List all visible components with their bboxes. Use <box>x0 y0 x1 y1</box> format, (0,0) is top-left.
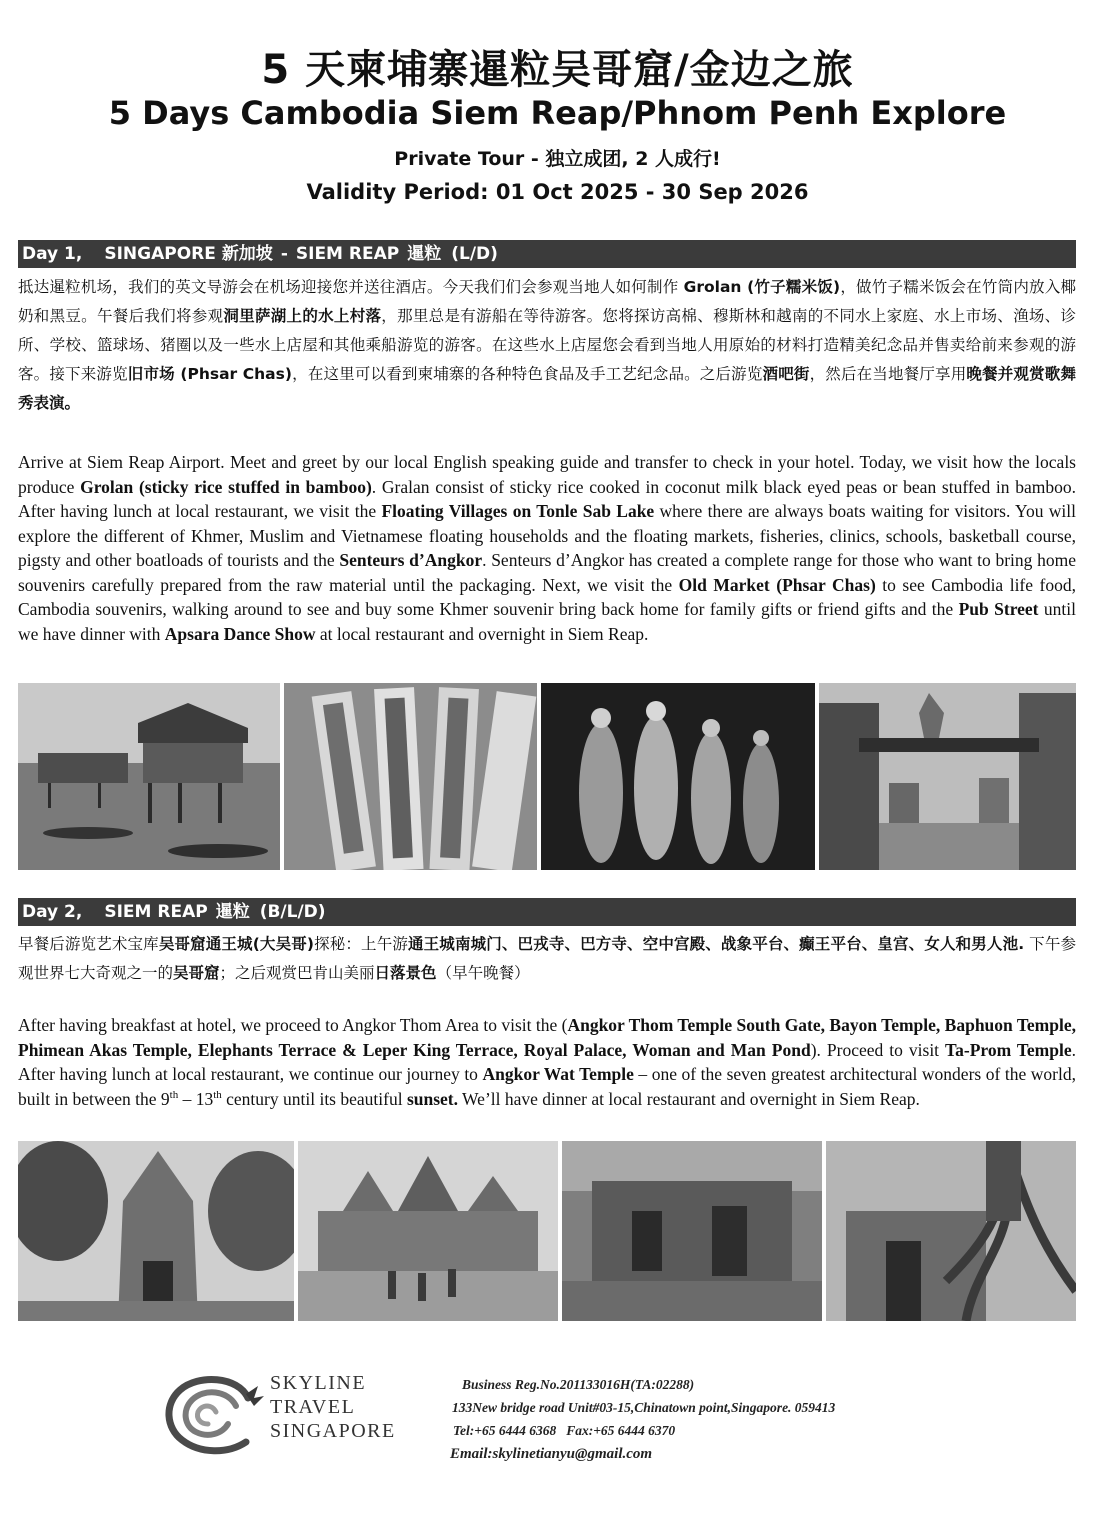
day2-en-highlight: Ta-Prom Temple <box>945 1039 1072 1060</box>
day1-en-highlight: Senteurs d’Angkor <box>339 550 483 570</box>
day1-zh-highlight: 酒吧街 <box>762 365 810 383</box>
day2-header-bar <box>18 898 1076 926</box>
day1-english-description <box>18 450 1076 646</box>
day2-en-text: – 13 <box>178 1088 214 1109</box>
contact-numbers <box>453 1423 675 1439</box>
day2-en-highlight: Angkor Thom Temple South Gate, Bayon Temple, Baphuon Temple, Phimean Akas Temple, Elephants Terrace & Leper King Terrace, Royal Palace, Woman and Man Pond <box>18 1015 1076 1060</box>
day2-zh-highlight: 吴哥窟 <box>173 964 220 982</box>
business-address: 133New bridge road Unit#03-15,Chinatown point,Singapore. 059413 <box>452 1400 836 1415</box>
day1-zh-text: ，做竹子糯米饭会在竹筒内放入椰奶和黑豆。午餐后我们将参观 <box>18 278 1076 325</box>
day1-zh-highlight: 晚餐并观赏歌舞秀表演。 <box>18 365 1076 412</box>
pub-street-photo <box>819 683 1076 870</box>
day2-en-text: After having breakfast at hotel, we proceed to Angkor Thom Area to visit the ( <box>18 1015 568 1035</box>
day1-en-text: at local restaurant and overnight in Siem Reap. <box>315 623 649 644</box>
day2-en-text: . After having lunch at local restaurant, we continue our journey to <box>18 1039 1076 1084</box>
day2-to-en: SIEM REAP <box>104 902 208 922</box>
day2-meals: (B/L/D) <box>259 902 326 922</box>
day1-zh-text: ，然后在当地餐厅享用 <box>809 365 967 383</box>
day1-meals: (L/D) <box>451 244 498 264</box>
business-registration: Business Reg.No.201133016H(TA:02288) <box>462 1377 695 1392</box>
day2-zh-highlight: 吴哥窟通王城(大吴哥) <box>158 935 314 953</box>
dragon-swirl-logo <box>158 1368 268 1460</box>
fax-number: Fax:+65 6444 6370 <box>566 1423 676 1438</box>
bamboo-sticky-rice-photo <box>284 683 537 870</box>
day1-en-highlight: Apsara Dance Show <box>164 623 316 644</box>
floating-village-photo <box>18 683 280 870</box>
day1-from-en: SINGAPORE <box>104 244 216 264</box>
bayon-temple-photo <box>298 1141 558 1321</box>
logo-text-singapore: SINGAPORE <box>270 1420 396 1442</box>
day1-zh-highlight: 旧市场 (Phsar Chas) <box>127 365 292 383</box>
day1-en-text: . Senteurs d’Angkor has created a complete range for those who want to bring home souvenirs carefully prepared from the raw material until the packaging. Next, we visit the <box>18 550 1076 595</box>
ta-prohm-ruins-photo <box>562 1141 822 1321</box>
email-address[interactable]: Email:skylinetianyu@gmail.com <box>450 1446 653 1462</box>
day2-to-zh: 暹粒 <box>215 902 250 922</box>
day2-zh-text: （早午晚餐） <box>436 964 530 982</box>
page-title-chinese: 5 天柬埔寨暹粒吴哥窟/金边之旅 <box>261 47 854 93</box>
apsara-dance-photo <box>541 683 815 870</box>
validity-period: Validity Period: 01 Oct 2025 - 30 Sep 2026 <box>306 180 809 204</box>
day2-chinese-description <box>18 930 1076 990</box>
day2-en-superscript: th <box>213 1088 222 1101</box>
day2-english-description <box>18 1013 1076 1111</box>
day1-en-text: . Gralan consist of sticky rice cooked in coconut milk black eyed peas or bean stuffed in bamboo. After having lunch at local restaurant, we visit the <box>18 476 1076 521</box>
day1-en-text: Arrive at Siem Reap Airport. Meet and greet by our local English speaking guide and transfer to check in your hotel. Today, we visit how the locals produce <box>18 452 1076 497</box>
day1-to-en: SIEM REAP <box>295 244 400 264</box>
day1-chinese-description <box>18 273 1076 423</box>
day1-en-highlight: Pub Street <box>958 599 1039 619</box>
day2-en-highlight: Angkor Wat Temple <box>482 1064 634 1084</box>
day1-en-highlight: Grolan (sticky rice stuffed in bamboo) <box>80 476 372 497</box>
day1-zh-text: ，在这里可以看到柬埔寨的各种特色食品及手工艺纪念品。之后游览 <box>291 365 763 383</box>
day2-en-text: We’ll have dinner at local restaurant and overnight in Siem Reap. <box>458 1088 920 1109</box>
day1-en-highlight: Old Market (Phsar Chas) <box>678 574 876 595</box>
day2-zh-text: 探秘：上午游 <box>313 935 408 953</box>
day2-en-text: ). Proceed to visit <box>810 1039 946 1060</box>
day1-to-zh: 暹粒 <box>407 244 442 264</box>
day2-number: Day 2, <box>22 902 83 922</box>
day1-en-text: where there are always boats waiting for visitors. You will explore the different of Khmer, Muslim and Vietnamese floating households and the floating markets, fisheries, clinics, schools, basketball course, pigsty and other boatloads of tourists and the <box>18 501 1077 570</box>
day1-en-text: to see Cambodia life food, Cambodia souvenirs, walking around to see and buy some Khmer souvenir bring back home for family gifts or friend gifts and the <box>18 574 1076 619</box>
day2-zh-text: 早餐后游览艺术宝库 <box>18 935 159 953</box>
tree-roots-temple-photo <box>826 1141 1076 1321</box>
day1-zh-text: 抵达暹粒机场，我们的英文导游会在机场迎接您并送往酒店。今天我们们会参观当地人如何制作 <box>18 278 684 296</box>
day1-zh-text: ，那里总是有游船在等待游客。您将探访高棉、穆斯林和越南的不同水上家庭、水上市场、渔场、诊所、学校、篮球场、猪圈以及一些水上店屋和其他乘船游览的游客。在这些水上店屋您会看到当地人用原始的材料打造精美纪念品并售卖给前来参观的游客。接下来游览 <box>18 307 1076 383</box>
day1-zh-highlight: Grolan (竹子糯米饭) <box>683 278 841 296</box>
tour-type-subtitle: Private Tour - 独立成团, 2 人成行! <box>394 148 721 170</box>
day2-en-superscript: th <box>169 1088 179 1101</box>
day1-header-bar <box>18 240 1076 268</box>
day1-zh-highlight: 洞里萨湖上的水上村落 <box>223 307 382 325</box>
day2-zh-text: 下午参观世界七大奇观之一的 <box>18 935 1076 982</box>
telephone: Tel:+65 6444 6368 <box>453 1423 557 1438</box>
day2-zh-highlight: 日落景色 <box>374 964 437 982</box>
day2-zh-text: ；之后观赏巴肯山美丽 <box>219 964 375 982</box>
day1-separator: - <box>280 244 288 264</box>
day1-from-zh: 新加坡 <box>221 244 273 264</box>
day2-en-text: – one of the seven greatest architectural wonders of the world, built in between the 9 <box>18 1064 1076 1109</box>
day1-en-text: until we have dinner with <box>18 599 1077 644</box>
day2-en-highlight: sunset. <box>406 1088 458 1109</box>
day1-number: Day 1, <box>22 244 83 264</box>
day1-en-highlight: Floating Villages on Tonle Sab Lake <box>381 501 655 521</box>
day2-zh-highlight: 通王城南城门、巴戎寺、巴方寺、空中宫殿、战象平台、癫王平台、皇宫、女人和男人池. <box>408 935 1025 953</box>
logo-text-travel: TRAVEL <box>270 1396 356 1418</box>
logo-text-skyline: SKYLINE <box>270 1372 367 1394</box>
day2-en-text: century until its beautiful <box>221 1088 407 1109</box>
angkor-thom-gate-photo <box>18 1141 294 1321</box>
page-title-english: 5 Days Cambodia Siem Reap/Phnom Penh Explore <box>108 94 1007 132</box>
